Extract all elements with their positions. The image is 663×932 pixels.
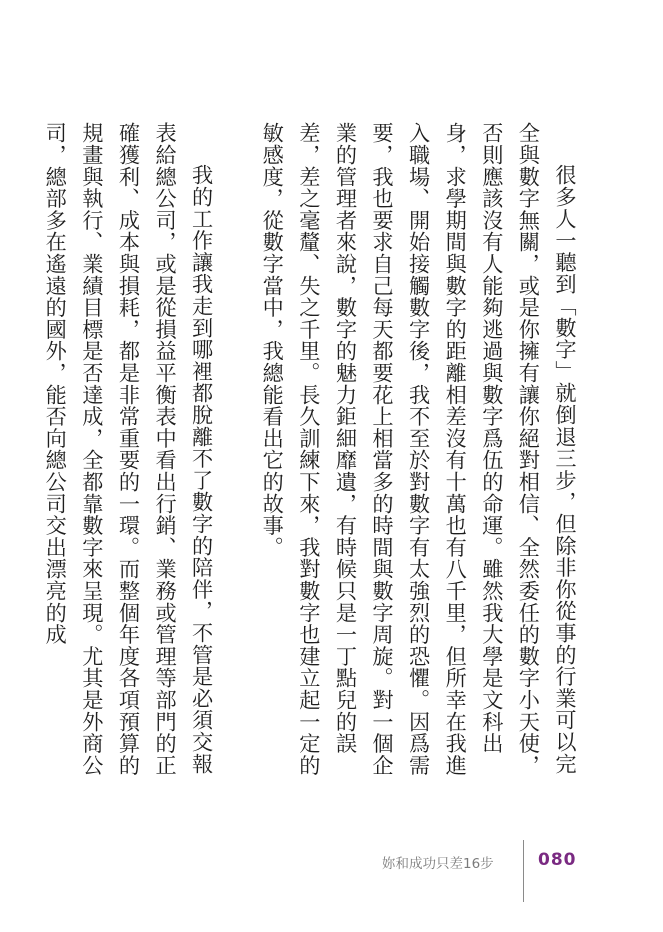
body-text	[37, 122, 583, 792]
paragraph-2: 我的工作讓我走到哪裡都脫離不了數字的陪伴，不管是必須交報表給總公司，或是從損益平衡表中看出行銷、業務或管理等部門的正確獲利、成本與損耗，都是非常重要的一環。而整個年度各項預算的規畫與執行、業績目標是否達成，全都靠數字來呈現。尤其是外商公司，總部多在遙遠的國外，能否向總公司交出漂亮的成	[43, 122, 215, 776]
paragraph-1: 很多人一聽到「數字」就倒退三步，但除非你從事的行業可以完全與數字無關，或是你擁有讓你絕對相信、全然委任的數字小天使，否則應該沒有人能夠逃過與數字爲伍的命運。雖然我大學是文科出身，求學期間與數字的距離相差沒有十萬也有八千里，但所幸在我進入職場、開始接觸數字後，我不至於對數字有太強烈的恐懼。因爲需要，我也要求自己每天都要花上相當多的時間與數字周旋。對一個企業的管理者來說，數字的魅力鉅細靡遺，有時候只是一丁點兒的誤差，差之毫釐、失之千里。長久訓練下來，我對數字也建立起一定的敏感度，從數字當中，我總能看出它的故事。	[260, 122, 578, 776]
page-number: 080	[538, 850, 577, 870]
footer-divider	[523, 840, 524, 902]
running-footer-title: 妳和成功只差16步	[382, 856, 494, 872]
